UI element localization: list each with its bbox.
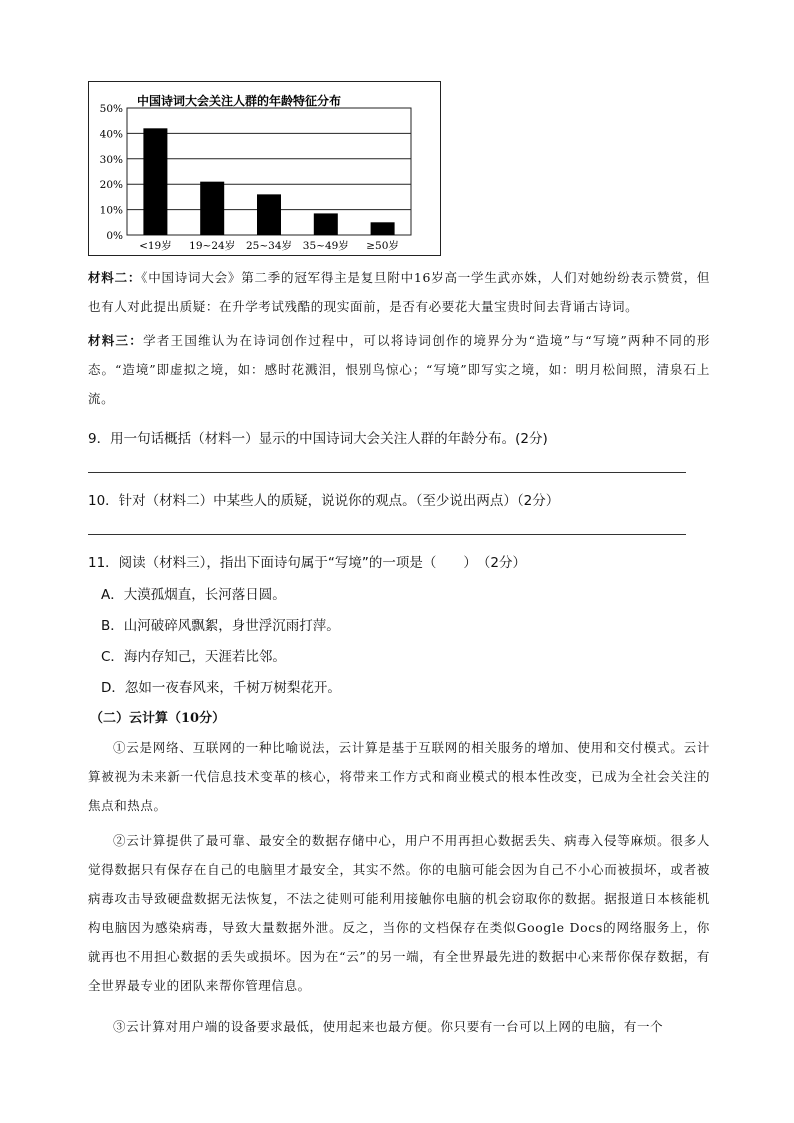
bar: [200, 182, 224, 235]
y-tick-label: 20%: [99, 179, 123, 192]
answer-line-9[interactable]: [88, 472, 686, 473]
material-three-label: 材料三：: [88, 333, 144, 348]
material-two: [88, 263, 710, 321]
chart-title: 中国诗词大会关注人群的年龄特征分布: [136, 94, 342, 108]
chart-canvas: [89, 82, 442, 257]
x-tick-label: <19岁: [139, 240, 172, 252]
question-10: 10．针对（材料二）中某些人的质疑，说说你的观点。（至少说出两点）（2分）: [88, 493, 560, 509]
bar: [257, 194, 281, 235]
y-tick-label: 50%: [99, 103, 123, 115]
material-three: [88, 326, 710, 413]
question-9: 9．用一句话概括（材料一）显示的中国诗词大会关注人群的年龄分布。(2分): [88, 431, 548, 447]
section-cloud-computing-title: （二）云计算（10分）: [90, 711, 226, 726]
bar: [371, 222, 395, 235]
question-11: 11．阅读（材料三），指出下面诗句属于“写境”的一项是（ ） （2分）: [88, 555, 527, 571]
paragraph-3: ③云计算对用户端的设备要求最低，使用起来也最方便。你只要有一台可以上网的电脑，有一个: [113, 1019, 664, 1034]
x-tick-label: 19~24岁: [189, 240, 236, 252]
y-tick-label: 30%: [99, 153, 123, 166]
age-distribution-chart: [88, 81, 441, 256]
material-three-text: 学者王国维认为在诗词创作过程中，可以将诗词创作的境界分为“造境”与“写境”两种不同的形态。“造境”即虚拟之境，如：感时花溅泪，恨别鸟惊心；“写境”即写实之境，如：明月松间照，清泉石上流。: [88, 333, 710, 406]
paragraph-1: ①云是网络、互联网的一种比喻说法，云计算是基于互联网的相关服务的增加、使用和交付模式。云计算被视为未来新一代信息技术变革的核心，将带来工作方式和商业模式的根本性改变，已成为全社会关注的焦点和热点。: [88, 740, 710, 813]
option-b: B．山河破碎风飘絮，身世浮沉雨打萍。: [101, 618, 340, 634]
option-a: A．大漠孤烟直，长河落日圆。: [101, 587, 286, 603]
y-tick-label: 40%: [99, 128, 123, 141]
x-tick-label: 25~34岁: [245, 240, 293, 252]
paragraph-2: ②云计算提供了最可靠、最安全的数据存储中心，用户不用再担心数据丢失、病毒入侵等麻烦。很多人觉得数据只有保存在自己的电脑里才最安全，其实不然。你的电脑可能会因为自己不小心而被损坏，或者被病毒攻击导致硬盘数据无法恢复，不法之徒则可能利用接触你电脑的机会窃取你的数据。据报道日本核能机构电脑因为感染病毒，导致大量数据外泄。反之，当你的文档保存在类似Google Docs的网络服务上，你就再也不用担心数据的丢失或损坏。因为在“云”的另一端，有全世界最先进的数据中心来帮你保存数据，有全世界最专业的团队来帮你管理信息。: [88, 833, 710, 993]
option-c: C．海内存知己，天涯若比邻。: [101, 649, 286, 665]
y-tick-label: 10%: [99, 204, 123, 217]
y-tick-label: 0%: [106, 230, 123, 242]
bar: [314, 213, 338, 235]
bar: [143, 128, 167, 235]
answer-line-10[interactable]: [88, 534, 686, 535]
material-two-label: 材料二：: [88, 270, 142, 285]
material-two-text: 《中国诗词大会》第二季的冠军得主是复旦附中16岁高一学生武亦姝，人们对她纷纷表示赞赏，但也有人对此提出质疑：在升学考试残酷的现实面前，是否有必要花大量宝贵时间去背诵古诗词。: [88, 270, 711, 314]
option-d: D．忽如一夜春风来，千树万树梨花开。: [101, 680, 341, 696]
x-tick-label: 35~49岁: [302, 240, 349, 252]
x-tick-label: ≥50岁: [366, 240, 399, 252]
